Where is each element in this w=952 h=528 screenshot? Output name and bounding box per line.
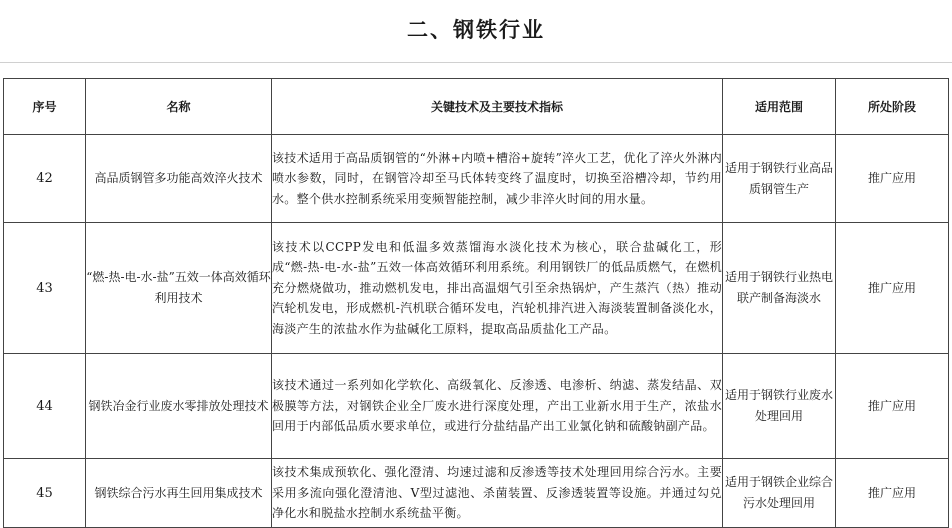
table-row	[4, 223, 949, 354]
header-description: 关键技术及主要技术指标	[272, 79, 723, 135]
row-stage: 推广应用	[836, 223, 949, 354]
row-stage: 推广应用	[836, 459, 949, 528]
table-header-row	[4, 79, 949, 135]
header-name: 名称	[86, 79, 272, 135]
header-scope: 适用范围	[723, 79, 836, 135]
row-scope: 适用于钢铁行业高品质钢管生产	[723, 135, 836, 223]
header-index: 序号	[4, 79, 86, 135]
table-row	[4, 459, 949, 528]
technology-table	[3, 78, 949, 528]
row-name: 钢铁冶金行业废水零排放处理技术	[86, 354, 272, 459]
header-stage: 所处阶段	[836, 79, 949, 135]
page-title: 二、钢铁行业	[407, 18, 545, 42]
row-stage: 推广应用	[836, 135, 949, 223]
row-scope: 适用于钢铁行业废水处理回用	[723, 354, 836, 459]
row-description: 该技术通过一系列如化学软化、高级氧化、反渗透、电渗析、纳滤、蒸发结晶、双极膜等方法，对钢铁企业全厂废水进行深度处理，产出工业新水用于生产，浓盐水回用于内部低品质水要求单位，或进行分盐结晶产出工业氯化钠和硫酸钠副产品。	[272, 354, 723, 459]
row-description: 该技术集成预软化、强化澄清、均速过滤和反渗透等技术处理回用综合污水。主要采用多流向强化澄清池、V型过滤池、杀菌装置、反渗透装置等设施。并通过勾兑净化水和脱盐水控制水系统盐平衡。	[272, 459, 723, 528]
row-index: 43	[4, 223, 86, 354]
row-index: 45	[4, 459, 86, 528]
row-name: 高品质钢管多功能高效淬火技术	[86, 135, 272, 223]
row-index: 44	[4, 354, 86, 459]
row-index: 42	[4, 135, 86, 223]
row-name: 钢铁综合污水再生回用集成技术	[86, 459, 272, 528]
row-scope: 适用于钢铁企业综合污水处理回用	[723, 459, 836, 528]
table-row	[4, 135, 949, 223]
divider	[0, 62, 952, 63]
row-name: “燃-热-电-水-盐”五效一体高效循环利用技术	[86, 223, 272, 354]
table-row	[4, 354, 949, 459]
row-stage: 推广应用	[836, 354, 949, 459]
row-scope: 适用于钢铁行业热电联产制备海淡水	[723, 223, 836, 354]
row-description: 该技术适用于高品质钢管的“外淋+内喷+槽浴+旋转”淬火工艺，优化了淬火外淋内喷水参数，同时，在钢管冷却至马氏体转变终了温度时，切换至浴槽冷却，节约用水。整个供水控制系统采用变频智能控制，减少非淬火时间的用水量。	[272, 135, 723, 223]
row-description: 该技术以CCPP发电和低温多效蒸馏海水淡化技术为核心，联合盐碱化工，形成“燃-热-电-水-盐”五效一体高效循环利用系统。利用钢铁厂的低品质燃气，在燃机充分燃烧做功，推动燃机发电，排出高温烟气引至余热锅炉，产生蒸汽（热）推动汽轮机发电，形成燃机-汽机联合循环发电，汽轮机排汽进入海淡装置制备淡化水，海淡产生的浓盐水作为盐碱化工原料，提取高品质盐化工产品。	[272, 223, 723, 354]
